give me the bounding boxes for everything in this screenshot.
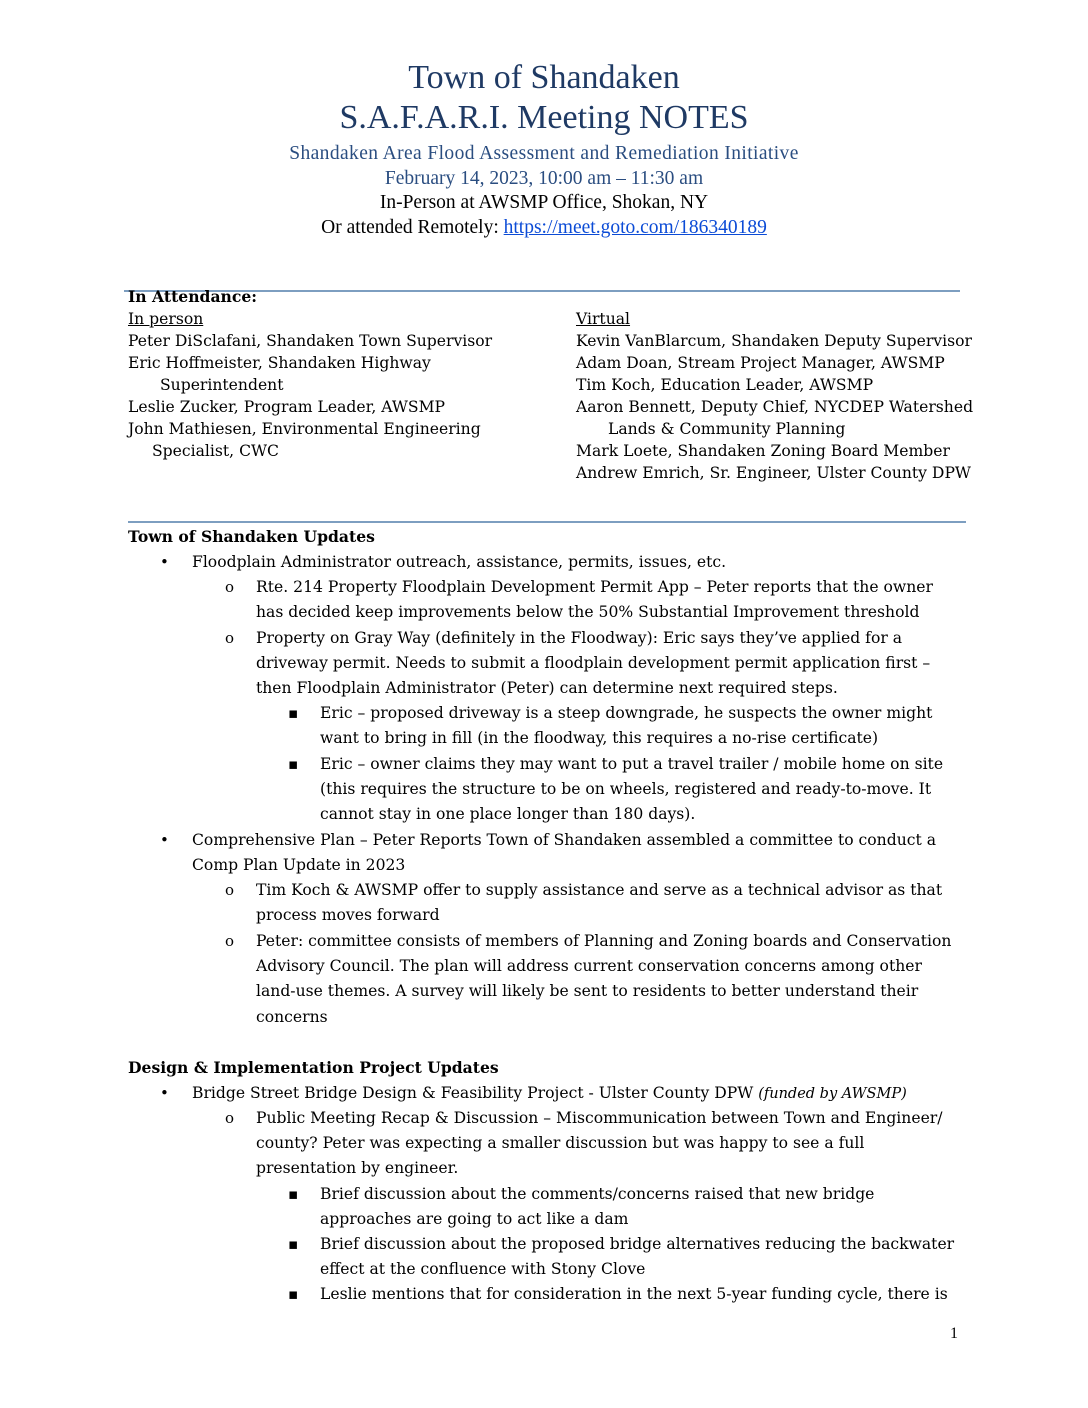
list-item-text: presentation by engineer. bbox=[256, 1159, 459, 1178]
list-item-text: Rte. 214 Property Floodplain Development Permit App – Peter reports that the owner bbox=[256, 578, 933, 596]
list-item bbox=[256, 929, 951, 1030]
list-item-text: concerns bbox=[256, 1007, 328, 1026]
bullet-marker: • bbox=[160, 831, 169, 849]
list-item bbox=[320, 1182, 874, 1232]
design-updates-heading: Design & Implementation Project Updates bbox=[128, 1058, 499, 1077]
square-marker: ▪ bbox=[288, 755, 299, 773]
list-item-text bbox=[192, 1081, 907, 1107]
attendee-continued: Specialist, CWC bbox=[152, 442, 279, 460]
list-item-text: then Floodplain Administrator (Peter) can determine next required steps. bbox=[256, 679, 838, 698]
list-item-text: Public Meeting Recap & Discussion – Miscommunication between Town and Engineer/ bbox=[256, 1109, 943, 1127]
list-item-text: has decided keep improvements below the 50% Substantial Improvement threshold bbox=[256, 603, 920, 622]
list-item-text: driveway permit. Needs to submit a floodplain development permit application first – bbox=[256, 654, 931, 673]
meeting-date: February 14, 2023, 10:00 am – 11:30 am bbox=[384, 168, 704, 189]
list-item bbox=[320, 752, 943, 828]
attendee: Kevin VanBlarcum, Shandaken Deputy Supervisor bbox=[576, 332, 972, 350]
list-item-text: approaches are going to act like a dam bbox=[320, 1210, 629, 1229]
bullet-marker: • bbox=[160, 1084, 169, 1102]
in-person-column bbox=[128, 308, 492, 462]
section-divider bbox=[128, 521, 966, 523]
list-item-text: land-use themes. A survey will likely be sent to residents to better understand their bbox=[256, 982, 919, 1001]
circle-marker: o bbox=[225, 932, 235, 950]
list-item bbox=[192, 1081, 907, 1107]
remote-info bbox=[0, 216, 1088, 240]
virtual-column bbox=[576, 308, 973, 484]
meeting-location: In-Person at AWSMP Office, Shokan, NY bbox=[379, 192, 709, 213]
list-item bbox=[320, 1282, 948, 1307]
attendee: Aaron Bennett, Deputy Chief, NYCDEP Watershed bbox=[576, 398, 974, 416]
attendee: Adam Doan, Stream Project Manager, AWSMP bbox=[576, 354, 945, 372]
attendance-heading: In Attendance: bbox=[128, 287, 258, 306]
square-marker: ▪ bbox=[288, 1235, 299, 1253]
list-item-text: Tim Koch & AWSMP offer to supply assistance and serve as a technical advisor as that bbox=[256, 881, 943, 899]
circle-marker: o bbox=[225, 629, 235, 647]
list-item-text: process moves forward bbox=[256, 906, 440, 925]
attendee: John Mathiesen, Environmental Engineering bbox=[128, 420, 481, 438]
circle-marker: o bbox=[225, 881, 235, 899]
list-item-text: Brief discussion about the comments/concerns raised that new bridge bbox=[320, 1185, 875, 1203]
remote-prefix: Or attended Remotely: bbox=[321, 217, 504, 238]
attendee: Eric Hoffmeister, Shandaken Highway bbox=[128, 354, 431, 372]
virtual-label: Virtual bbox=[576, 310, 631, 328]
list-item-text: want to bring in fill (in the floodway, this requires a no-rise certificate) bbox=[320, 729, 879, 748]
bullet-marker: • bbox=[160, 553, 169, 571]
list-item bbox=[256, 1106, 943, 1182]
list-item bbox=[192, 550, 726, 575]
square-marker: ▪ bbox=[288, 1285, 299, 1303]
page-title-secondary: S.A.F.A.R.I. Meeting NOTES bbox=[339, 99, 749, 136]
list-item bbox=[320, 701, 932, 751]
list-item-text: Eric – owner claims they may want to put a travel trailer / mobile home on site bbox=[320, 755, 944, 773]
list-item bbox=[256, 575, 933, 625]
in-person-label: In person bbox=[128, 310, 204, 328]
list-item bbox=[192, 828, 936, 878]
list-item-text: Advisory Council. The plan will address current conservation concerns among other bbox=[256, 957, 922, 976]
square-marker: ▪ bbox=[288, 1185, 299, 1203]
list-item-text: Peter: committee consists of members of Planning and Zoning boards and Conservation bbox=[256, 932, 952, 950]
list-item-text: Comp Plan Update in 2023 bbox=[192, 856, 406, 875]
list-item-text: Brief discussion about the proposed bridge alternatives reducing the backwater bbox=[320, 1235, 955, 1253]
page-number: 1 bbox=[950, 1325, 958, 1342]
list-item-text: effect at the confluence with Stony Clove bbox=[320, 1260, 646, 1279]
attendee: Mark Loete, Shandaken Zoning Board Member bbox=[576, 442, 950, 460]
list-item-main: Bridge Street Bridge Design & Feasibility Project - Ulster County DPW bbox=[192, 1084, 759, 1102]
list-item bbox=[256, 626, 930, 702]
remote-meeting-link[interactable]: https://meet.goto.com/186340189 bbox=[503, 217, 767, 238]
list-item bbox=[256, 878, 942, 928]
page-title: Town of Shandaken bbox=[408, 59, 680, 96]
list-item bbox=[320, 1232, 954, 1282]
funding-note: (funded by AWSMP) bbox=[758, 1086, 907, 1102]
list-item-text: Leslie mentions that for consideration in the next 5-year funding cycle, there is bbox=[320, 1285, 948, 1303]
list-item-text: Comprehensive Plan – Peter Reports Town of Shandaken assembled a committee to conduct a bbox=[192, 831, 936, 849]
list-item-text: cannot stay in one place longer than 180 days). bbox=[320, 805, 696, 824]
list-item-text: Property on Gray Way (definitely in the Floodway): Eric says they’ve applied for a bbox=[256, 629, 903, 647]
list-item-text: (this requires the structure to be on wheels, registered and ready-to-move. It bbox=[320, 780, 932, 799]
square-marker: ▪ bbox=[288, 704, 299, 722]
circle-marker: o bbox=[225, 578, 235, 596]
list-item-text: Floodplain Administrator outreach, assistance, permits, issues, etc. bbox=[192, 553, 727, 571]
town-updates-heading: Town of Shandaken Updates bbox=[128, 527, 375, 546]
list-item-text: Eric – proposed driveway is a steep downgrade, he suspects the owner might bbox=[320, 704, 933, 722]
list-item-text: county? Peter was expecting a smaller discussion but was happy to see a full bbox=[256, 1134, 865, 1153]
attendee: Peter DiSclafani, Shandaken Town Supervisor bbox=[128, 332, 493, 350]
circle-marker: o bbox=[225, 1109, 235, 1127]
attendee: Tim Koch, Education Leader, AWSMP bbox=[576, 376, 874, 394]
attendee-continued: Lands & Community Planning bbox=[608, 420, 846, 438]
attendee-continued: Superintendent bbox=[160, 376, 284, 394]
attendee: Andrew Emrich, Sr. Engineer, Ulster County DPW bbox=[576, 464, 971, 482]
subtitle: Shandaken Area Flood Assessment and Remediation Initiative bbox=[289, 143, 799, 164]
attendee: Leslie Zucker, Program Leader, AWSMP bbox=[128, 398, 446, 416]
